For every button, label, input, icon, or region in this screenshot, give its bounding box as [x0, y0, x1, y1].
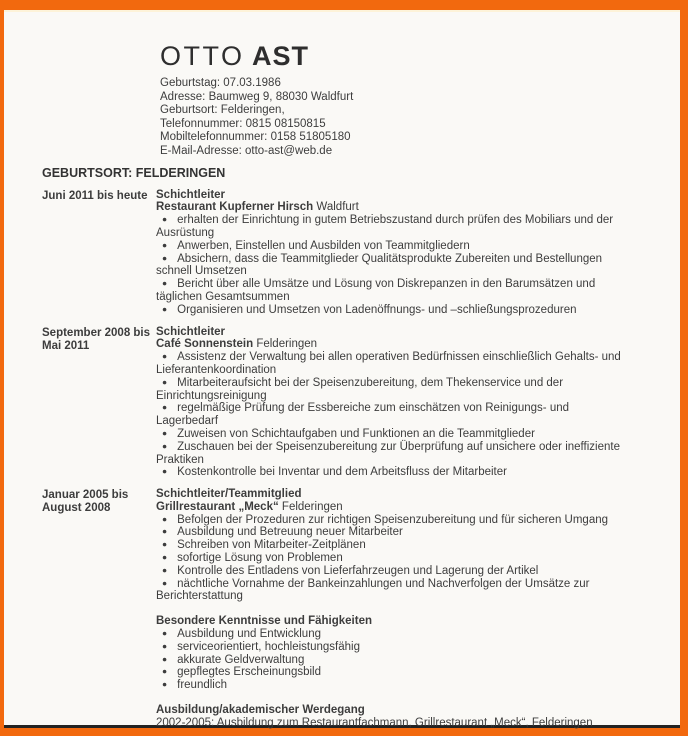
duty-item: ● Kostenkontrolle bei Inventar und dem Arbeitsfluss der Mitarbeiter [156, 466, 626, 479]
experience-entry [42, 488, 680, 603]
job-title: Schichtleiter [156, 188, 226, 201]
entry-details [156, 488, 626, 603]
skill-item: ● gepflegtes Erscheinungsbild [156, 666, 634, 679]
duty-item: ● Kontrolle des Entladens von Lieferfahrzeugen und Lagerung der Artikel [156, 565, 626, 578]
entry-date: Juni 2011 bis heute [42, 189, 148, 202]
employer-name: Grillrestaurant „Meck“ [156, 500, 279, 513]
duty-item: ● nächtliche Vornahme der Bankeinzahlungen und Nachverfolgen der Umsätze zur Berichterstattung [156, 578, 626, 604]
skill-item: ● freundlich [156, 679, 634, 692]
employer-location: Waldfurt [313, 201, 359, 214]
duty-item: ● Befolgen der Prozeduren zur richtigen Speisenzubereitung und für sicheren Umgang [156, 514, 626, 527]
education-entry: 2002-2005: Ausbildung zum Restaurantfachmann, Grillrestaurant „Meck“, Felderingen [156, 716, 593, 729]
duty-item: ● regelmäßige Prüfung der Essbereiche zum einschätzen von Reinigungs- und Lagerbedarf [156, 402, 626, 428]
employer-location: Felderingen [253, 338, 318, 351]
education-heading: Ausbildung/akademischer Werdegang [156, 704, 365, 717]
employer-name: Restaurant Kupferner Hirsch [156, 201, 314, 214]
first-name: OTTO [160, 41, 245, 71]
contact-email: E-Mail-Adresse: otto-ast@web.de [160, 144, 333, 157]
duty-item: ● Schreiben von Mitarbeiter-Zeitplänen [156, 539, 626, 552]
resume-content [4, 10, 680, 729]
duty-item: ● Bericht über alle Umsätze und Lösung von Diskrepanzen in den Barumsätzen und täglichen Gesamtsummen [156, 278, 626, 304]
duty-item: ● Anwerben, Einstellen und Ausbilden von Teammitgliedern [156, 240, 626, 253]
employer-line [156, 338, 626, 351]
job-title: Schichtleiter/Teammitglied [156, 488, 302, 501]
job-title: Schichtleiter [156, 325, 226, 338]
experience-entry [42, 326, 680, 480]
duty-item: ● Zuschauen bei der Speisenzubereitung zur Überprüfung auf unsichere oder ineffiziente Praktiken [156, 441, 626, 467]
employer-location: Felderingen [278, 500, 343, 513]
duty-item: ● Mitarbeiteraufsicht bei der Speisenzubereitung, dem Thekenservice und der Einrichtungsreinigung [156, 377, 626, 403]
contact-birthdate: Geburtstag: 07.03.1986 [160, 77, 281, 89]
birthplace-section-header: GEBURTSORT: FELDERINGEN [42, 165, 226, 180]
duty-item: ● Assistenz der Verwaltung bei allen operativen Bedürfnissen einschließlich Gehalts- und Lieferantenkoordination [156, 351, 626, 377]
skill-item: ● Ausbildung und Entwicklung [156, 628, 634, 641]
duty-item: ● Zuweisen von Schichtaufgaben und Funktionen an die Teammitglieder [156, 428, 626, 441]
skills-heading: Besondere Kenntnisse und Fähigkeiten [156, 615, 372, 628]
duty-item: ● Organisieren und Umsetzen von Ladenöffnungs- und –schließungsprozeduren [156, 304, 626, 317]
entry-date: Januar 2005 bis August 2008 [42, 489, 129, 515]
skills-section [156, 615, 634, 692]
skill-item: ● serviceorientiert, hochleistungsfähig [156, 641, 634, 654]
right-accent-strip [680, 0, 688, 736]
employer-line [156, 501, 626, 514]
contact-address: Adresse: Baumweg 9, 88030 Waldfurt [160, 90, 354, 103]
entry-date: September 2008 bis Mai 2011 [42, 326, 151, 352]
entry-details [156, 189, 626, 317]
person-name [160, 43, 680, 69]
employer-name: Café Sonnenstein [156, 338, 254, 351]
contact-phone: Telefonnummer: 0815 08150815 [160, 117, 326, 130]
duty-item: ● erhalten der Einrichtung in gutem Betriebszustand durch prüfen des Mobiliars und der Ausrüstung [156, 214, 626, 240]
contact-mobile: Mobiltelefonnummer: 0158 51805180 [160, 131, 351, 144]
last-name: AST [252, 41, 310, 71]
experience-entry [42, 189, 680, 317]
entry-details [156, 326, 626, 480]
contact-birthplace: Geburtsort: Felderingen, [160, 104, 285, 117]
duty-item: ● Absichern, dass die Teammitglieder Qualitätsprodukte Zubereiten und Bestellungen schnell Umsetzen [156, 253, 626, 279]
duty-item: ● sofortige Lösung von Problemen [156, 552, 626, 565]
contact-block [160, 77, 680, 159]
skill-item: ● akkurate Geldverwaltung [156, 654, 634, 667]
duty-item: ● Ausbildung und Betreuung neuer Mitarbeiter [156, 526, 626, 539]
employer-line [156, 201, 626, 214]
education-section [156, 704, 634, 730]
